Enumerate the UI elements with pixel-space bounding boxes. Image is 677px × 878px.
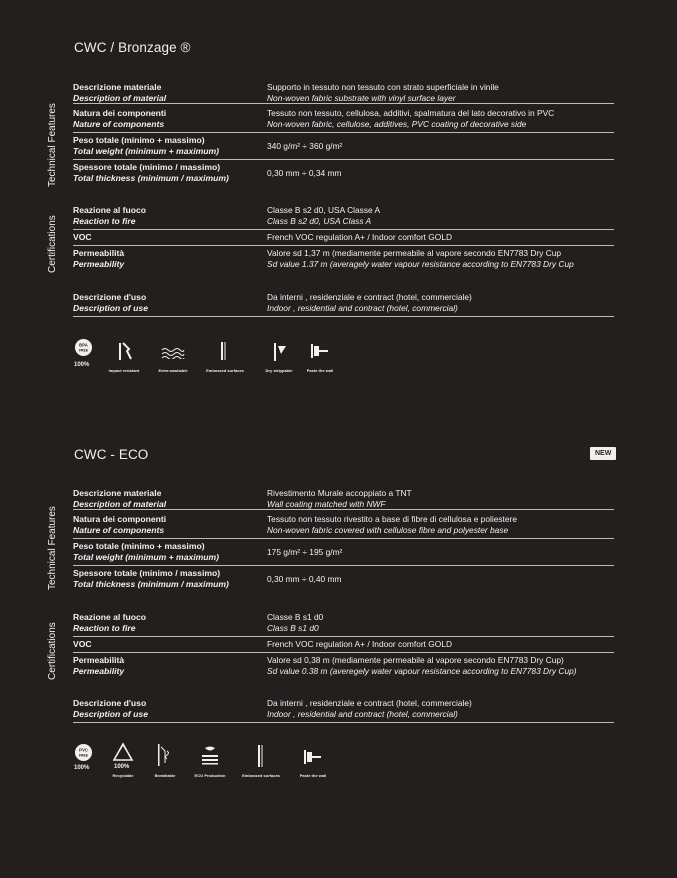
- label-it: Descrizione materiale: [73, 488, 162, 498]
- value-en: Class B s1 d0: [267, 622, 319, 633]
- label-en: Nature of components: [73, 118, 165, 129]
- label-it: Permeabilità: [73, 248, 125, 258]
- spec-row-permeability: [73, 248, 614, 272]
- pvc-badge-line1: PVC: [78, 747, 88, 753]
- section-title: CWC - ECO: [74, 447, 149, 462]
- label-it: Natura dei componenti: [73, 514, 167, 524]
- bpa-percent: 100%: [74, 362, 90, 368]
- spec-row-weight: [73, 541, 614, 566]
- label-it: Peso totale (minimo + massimo): [73, 135, 205, 145]
- bpa-badge-line2: FREE: [78, 348, 88, 353]
- spec-row-components: [73, 514, 614, 539]
- spec-row-fire: [73, 205, 614, 230]
- value-en: Indoor , residential and contract (hotel, commercial): [267, 302, 458, 313]
- label-en: Description of use: [73, 302, 148, 313]
- embossed-surfaces-icon: [217, 342, 231, 360]
- eco-production-icon: [198, 745, 222, 765]
- breathable-icon: [154, 743, 176, 767]
- label-it: Spessore totale (minimo / massimo): [73, 568, 221, 578]
- side-label-certifications: Certifications: [47, 622, 58, 680]
- value-en: Sd value 0.38 m (averegely water vapour resistance according to EN7783 Dry Cup): [267, 665, 577, 676]
- icon-caption: ECO Production: [194, 773, 226, 778]
- value-it: Da interni , residenziale e contract (hotel, commerciale): [267, 292, 472, 302]
- recyclable-percent: 100%: [114, 764, 130, 770]
- impact-resistant-icon: [115, 341, 135, 361]
- spec-row-voc: [73, 639, 614, 653]
- label-en: Permeability: [73, 665, 125, 676]
- value-it: Classe B s1 d0: [267, 612, 324, 622]
- spec-row-voc: [73, 232, 614, 246]
- value-it: Tessuto non tessuto, cellulosa, additivi, spalmatura del lato decorativo in PVC: [267, 108, 555, 118]
- spec-row-thickness: [73, 568, 614, 592]
- value-en: Class B s2 d0, USA Class A: [267, 215, 372, 226]
- value: 0,30 mm ÷ 0,40 mm: [267, 574, 342, 584]
- value-en: Sd value 1.37 m (averagely water vapour resistance according to EN7783 Dry Cup: [267, 258, 574, 269]
- label-en: Reaction to fire: [73, 622, 136, 633]
- label-en: Total thickness (minimum / maximum): [73, 578, 229, 589]
- icon-caption: Paste the wall: [306, 368, 334, 373]
- label-en: Description of use: [73, 708, 148, 719]
- label-en: Nature of components: [73, 524, 165, 535]
- icon-caption: Dry strippable: [265, 368, 293, 373]
- label-en: Total thickness (minimum / maximum): [73, 172, 229, 183]
- label-en: Total weight (minimum + maximum): [73, 551, 220, 562]
- paste-the-wall-icon: [309, 344, 331, 358]
- label-it: Reazione al fuoco: [73, 205, 147, 215]
- spec-row-fire: [73, 612, 614, 637]
- value-en: Wall coating matched with NWF: [267, 498, 386, 509]
- label-it: Natura dei componenti: [73, 108, 167, 118]
- value-en: Non-woven fabric covered with cellulose fibre and polyester base: [267, 524, 509, 535]
- icon-caption: Embossed surfaces: [242, 773, 280, 778]
- embossed-surfaces-icon: [254, 745, 268, 767]
- value-it: Valore sd 0,38 m (mediamente permeabile al vapore secondo EN7783 Dry Cup): [267, 655, 564, 665]
- label-en: Total weight (minimum + maximum): [73, 145, 220, 156]
- section-title: CWC / Bronzage ®: [74, 40, 191, 55]
- value-it: Tessuto non tessuto rivestito a base di fibre di cellulosa e poliestere: [267, 514, 517, 524]
- value-it: Valore sd 1,37 m (mediamente permeabile al vapore secondo EN7783 Dry Cup: [267, 248, 562, 258]
- icon-caption: Paste the wall: [299, 773, 327, 778]
- label-it: Descrizione d'uso: [73, 292, 147, 302]
- paste-the-wall-icon: [302, 750, 324, 764]
- new-badge: NEW: [590, 447, 616, 460]
- value-it: Supporto in tessuto non tessuto con strato superficiale in vinile: [267, 82, 499, 92]
- icon-caption: Embossed surfaces: [206, 368, 244, 373]
- pvc-percent: 100%: [74, 765, 90, 771]
- icon-caption: Breathable: [154, 773, 176, 778]
- icon-caption: Impact resistant: [108, 368, 140, 373]
- spec-row-components: [73, 108, 614, 133]
- spec-row-thickness: [73, 162, 614, 186]
- value: French VOC regulation A+ / Indoor comfort GOLD: [267, 232, 453, 242]
- value: 340 g/m² ÷ 360 g/m²: [267, 141, 343, 151]
- bpa-free-icon: [72, 338, 94, 357]
- value-it: Classe B s2 d0, USA Classe A: [267, 205, 381, 215]
- value-it: Da interni , residenziale e contract (hotel, commerciale): [267, 698, 472, 708]
- value: 175 g/m² ÷ 195 g/m²: [267, 547, 343, 557]
- label-it: Descrizione materiale: [73, 82, 162, 92]
- label-it: Reazione al fuoco: [73, 612, 147, 622]
- bpa-badge-line1: BPA: [78, 342, 88, 348]
- spec-row-material: [73, 81, 614, 104]
- icon-caption: Extra washable: [158, 368, 188, 373]
- label-en: Description of material: [73, 92, 167, 103]
- value-it: Rivestimento Murale accoppiato a TNT: [267, 488, 412, 498]
- dry-strippable-icon: [270, 342, 290, 362]
- label-it: Spessore totale (minimo / massimo): [73, 162, 221, 172]
- pvc-badge-line2: FREE: [78, 753, 88, 758]
- icon-caption: Recyclable: [112, 773, 134, 778]
- spec-row-permeability: [73, 655, 614, 679]
- side-label-certifications: Certifications: [47, 215, 58, 273]
- extra-washable-icon: [160, 347, 186, 359]
- spec-row-use: [73, 292, 614, 317]
- value-en: Non-woven fabric, cellulose, additives, PVC coating of decorative side: [267, 118, 527, 129]
- recyclable-icon: [111, 742, 135, 762]
- value: 0,30 mm ÷ 0,34 mm: [267, 168, 342, 178]
- side-label-technical: Technical Features: [47, 506, 58, 590]
- label-it: Descrizione d'uso: [73, 698, 147, 708]
- label-it: Permeabilità: [73, 655, 125, 665]
- label-it: VOC: [73, 639, 92, 649]
- value-en: Indoor , residential and contract (hotel, commercial): [267, 708, 458, 719]
- value: French VOC regulation A+ / Indoor comfort GOLD: [267, 639, 453, 649]
- spec-row-material: [73, 487, 614, 510]
- side-label-technical: Technical Features: [47, 103, 58, 187]
- label-it: VOC: [73, 232, 92, 242]
- spec-row-weight: [73, 135, 614, 160]
- label-en: Description of material: [73, 498, 167, 509]
- value-en: Non-woven fabric substrate with vinyl surface layer: [267, 92, 456, 103]
- label-en: Permeability: [73, 258, 125, 269]
- label-it: Peso totale (minimo + massimo): [73, 541, 205, 551]
- label-en: Reaction to fire: [73, 215, 136, 226]
- pvc-free-icon: [72, 743, 94, 762]
- spec-row-use: [73, 698, 614, 723]
